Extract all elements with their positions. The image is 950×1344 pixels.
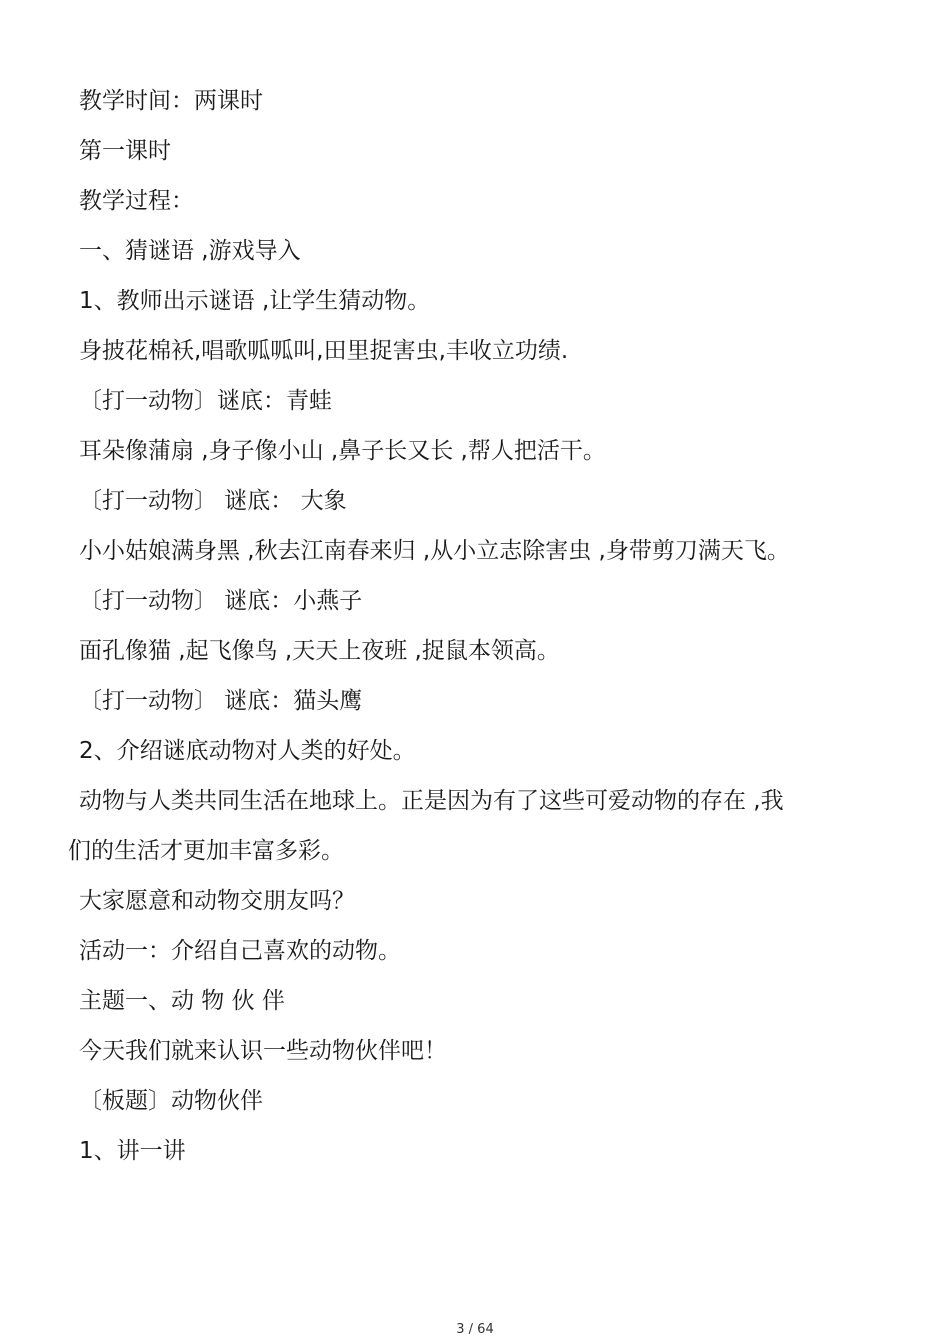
- section-one-heading: 一、猜谜语 ,游戏导入: [79, 238, 301, 264]
- question-line: 大家愿意和动物交朋友吗？: [79, 888, 355, 914]
- step-two-line: 2、介绍谜底动物对人类的好处。: [79, 738, 416, 764]
- paragraph-line-continued: 们的生活才更加丰富多彩。: [68, 838, 344, 864]
- talk-step-line: 1、讲一讲: [79, 1138, 186, 1164]
- riddle-owl: 面孔像猫 ,起飞像鸟 ,天天上夜班 ,捉鼠本领高。: [79, 638, 560, 664]
- document-body: [68, 76, 868, 1176]
- activity-one-line: 活动一：介绍自己喜欢的动物。: [79, 938, 401, 964]
- riddle-swallow-answer: 〔打一动物〕 谜底：小燕子: [79, 588, 363, 614]
- teaching-time-line: 教学时间：两课时: [79, 88, 263, 114]
- riddle-owl-answer: 〔打一动物〕 谜底：猫头鹰: [79, 688, 363, 714]
- first-lesson-heading: 第一课时: [79, 138, 171, 164]
- riddle-elephant-answer: 〔打一动物〕 谜底： 大象: [79, 488, 347, 514]
- step-one-line: 1、教师出示谜语 ,让学生猜动物。: [79, 288, 431, 314]
- page-number: 3 / 64: [456, 1322, 494, 1337]
- riddle-swallow: 小小姑娘满身黑 ,秋去江南春来归 ,从小立志除害虫 ,身带剪刀满天飞。: [79, 538, 790, 564]
- riddle-elephant: 耳朵像蒲扇 ,身子像小山 ,鼻子长又长 ,帮人把活干。: [79, 438, 606, 464]
- theme-one-heading: 主题一、动 物 伙 伴: [79, 988, 285, 1014]
- riddle-frog-answer: 〔打一动物〕谜底：青蛙: [79, 388, 332, 414]
- board-title-line: 〔板题〕动物伙伴: [79, 1088, 263, 1114]
- intro-line: 今天我们就来认识一些动物伙伴吧！: [79, 1038, 447, 1064]
- teaching-process-heading: 教学过程：: [79, 188, 194, 214]
- riddle-frog: 身披花棉袄,唱歌呱呱叫,田里捉害虫,丰收立功绩.: [79, 338, 569, 364]
- paragraph-line: 动物与人类共同生活在地球上。正是因为有了这些可爱动物的存在 ,我: [79, 788, 784, 814]
